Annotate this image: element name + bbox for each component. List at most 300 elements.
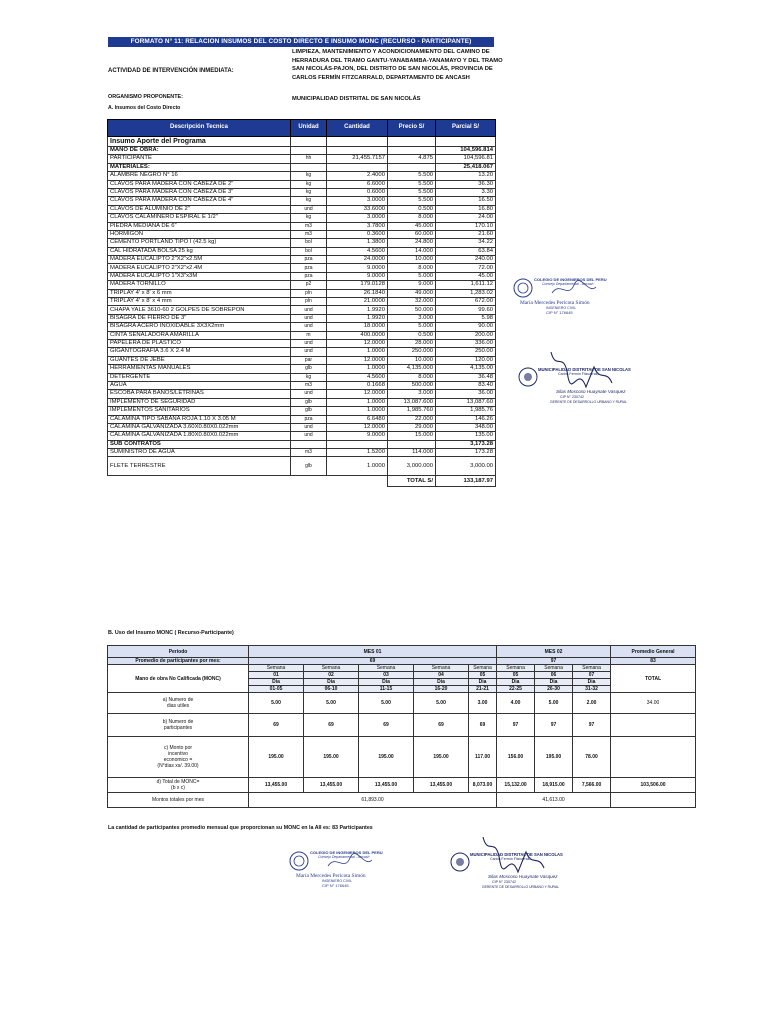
material-qty: 3.0000 xyxy=(327,214,388,222)
sub-contratos-label: SUB CONTRATOS xyxy=(108,440,291,448)
dias-utiles-label-line: a) Numero de xyxy=(162,697,194,703)
participante-row xyxy=(108,155,496,163)
total-monc-value: 15,132.00 xyxy=(497,778,535,793)
engineer-cip: CIP N° 176645 xyxy=(546,310,573,315)
semana-label: Semana xyxy=(414,665,469,672)
material-unit: pza xyxy=(291,415,327,423)
total-monc-total: 103,506.00 xyxy=(611,778,696,793)
program-title-row xyxy=(108,137,496,147)
material-row xyxy=(108,264,496,272)
empty-cell xyxy=(327,476,388,487)
sub-contract-desc: SUMINISTRO DE AGUA xyxy=(108,449,291,457)
material-price: 5.000 xyxy=(388,323,436,331)
material-partial: 336.00 xyxy=(436,339,496,347)
material-desc: HORMIGON xyxy=(108,230,291,238)
municipal-stamp-line2: Carlos Fermín Fitzcarrald xyxy=(558,372,599,376)
material-desc: CLAVOS PARA MADERA CON CABEZA DE 3" xyxy=(108,188,291,196)
material-row xyxy=(108,214,496,222)
municipal-stamp-line1: MUNICIPALIDAD DISTRITAL DE SAN NICOLAS xyxy=(538,367,631,372)
material-unit: kg xyxy=(291,188,327,196)
material-unit: p2 xyxy=(291,281,327,289)
participante-price: 4.875 xyxy=(388,155,436,163)
material-unit: kg xyxy=(291,180,327,188)
monto-incentivo-value: 195.00 xyxy=(249,737,304,778)
sub-contract-price: 114.000 xyxy=(388,449,436,457)
dia-label: Dia xyxy=(469,679,497,686)
material-price: 3.000 xyxy=(388,314,436,322)
material-partial: 24.00 xyxy=(436,214,496,222)
total-monc-value: 13,455.00 xyxy=(304,778,359,793)
dias-utiles-label-line: dias utiles xyxy=(166,703,190,709)
municipal-stamp-bottom xyxy=(448,832,574,892)
material-partial: 99.60 xyxy=(436,306,496,314)
costo-directo-table xyxy=(107,119,496,487)
material-desc: CEMENTO PORTLAND TIPO I (42.5 kg) xyxy=(108,239,291,247)
material-partial: 90.00 xyxy=(436,323,496,331)
engineer-stamp-bottom-line1: COLEGIO DE INGENIEROS DEL PERU xyxy=(310,850,383,855)
participantes-value: 97 xyxy=(573,714,611,737)
monto-incentivo-label-line: c) Monto por xyxy=(163,745,193,751)
dia-label: Dia xyxy=(497,679,535,686)
material-price: 5.500 xyxy=(388,188,436,196)
monto-incentivo-value: 195.00 xyxy=(535,737,573,778)
material-qty: 6.6000 xyxy=(327,180,388,188)
material-qty: 1.0000 xyxy=(327,407,388,415)
monto-incentivo-label-line: economico = xyxy=(163,757,193,763)
dias-utiles-value: 5.00 xyxy=(249,693,304,714)
dia-label: Dia xyxy=(573,679,611,686)
material-desc: CLAVOS PARA MADERA CON CABEZA DE 2" xyxy=(108,180,291,188)
municipal-cip: CIP N° 230742 xyxy=(560,395,584,399)
material-price: 28.000 xyxy=(388,339,436,347)
material-row xyxy=(108,356,496,364)
sub-contract-row xyxy=(108,457,496,476)
montos-label: Montos totales por mes xyxy=(108,793,249,808)
material-desc: CALAMINA GALVANIZADA 1.80X0.80X0.022mm xyxy=(108,432,291,440)
dia-range: 21-21 xyxy=(469,686,497,693)
material-qty: 4.5600 xyxy=(327,247,388,255)
material-row xyxy=(108,306,496,314)
material-desc: GUANTES DE JEBE xyxy=(108,356,291,364)
section-b-title: B. Uso del Insumo MONC ( Recurso-Participante) xyxy=(108,630,234,636)
material-price: 5.500 xyxy=(388,197,436,205)
dia-range: 01-05 xyxy=(249,686,304,693)
monto-incentivo-value: 195.00 xyxy=(359,737,414,778)
col-cantidad: Cantidad xyxy=(327,120,388,137)
material-partial: 5.98 xyxy=(436,314,496,322)
sub-contract-partial: 173.28 xyxy=(436,449,496,457)
mes1-label: MES 01 xyxy=(249,646,497,658)
mano-obra-label: MANO DE OBRA: xyxy=(108,147,291,155)
total-row xyxy=(108,476,496,487)
material-qty: 9.0000 xyxy=(327,432,388,440)
municipal-role-bottom: GERENTE DE DESARROLLO URBANO Y RURAL xyxy=(482,885,560,889)
material-partial: 170.10 xyxy=(436,222,496,230)
total-monc-value: 13,455.00 xyxy=(414,778,469,793)
material-row xyxy=(108,314,496,322)
total-monc-label xyxy=(108,778,249,793)
semana-number: 03 xyxy=(359,672,414,679)
material-desc: CHAPA YALE 3610-60 2 GOLPES DE SOBREPON xyxy=(108,306,291,314)
engineer-role: INGENIERO CIVIL xyxy=(546,306,577,310)
material-desc: CLAVOS PARA MADERA CON CABEZA DE 4" xyxy=(108,197,291,205)
material-desc: MADERA EUCALIPTO 2"X2"x2.4M xyxy=(108,264,291,272)
material-price: 24.800 xyxy=(388,239,436,247)
materiales-row xyxy=(108,163,496,171)
material-desc: AGUA xyxy=(108,381,291,389)
material-price: 50.000 xyxy=(388,306,436,314)
material-desc: TRIPLAY 4' x 8' x 6 mm xyxy=(108,289,291,297)
activity-label: ACTIVIDAD DE INTERVENCIÓN INMEDIATA: xyxy=(108,68,234,74)
footnote: La cantidad de participantes promedio mensual que proporcionan su MONC en la AII es: 83 Participantes xyxy=(108,825,373,831)
participantes-value: 69 xyxy=(414,714,469,737)
montos-mes2: 41,613.00 xyxy=(497,793,611,808)
material-qty: 18.0000 xyxy=(327,323,388,331)
material-desc: ESCOBA PARA BAÑOS/LETRINAS xyxy=(108,390,291,398)
material-desc: TRIPLAY 4' x 8' x 4 mm xyxy=(108,298,291,306)
material-partial: 3.30 xyxy=(436,188,496,196)
total-monc-value: 7,566.00 xyxy=(573,778,611,793)
promedio-general: 83 xyxy=(611,658,696,665)
engineer-stamp-line2: Consejo Departamental - Ancash xyxy=(542,282,594,286)
monto-incentivo-label-line: (N°dias xs/. 39.00) xyxy=(157,763,199,769)
municipal-stamp-bottom-line1: MUNICIPALIDAD DISTRITAL DE SAN NICOLAS xyxy=(470,852,563,857)
sub-contract-partial: 3,000.00 xyxy=(436,457,496,476)
org-value: MUNICIPALIDAD DISTRITAL DE SAN NICOLÁS xyxy=(292,96,421,102)
material-desc: MADERA EUCALIPTO 1"X3"x3M xyxy=(108,272,291,280)
mano-obra-monc-label: Mano de obra No Calificada (MONC) xyxy=(108,665,249,693)
sub-contratos-total: 3,173.28 xyxy=(436,440,496,448)
total-monc-value: 13,455.00 xyxy=(249,778,304,793)
material-partial: 13,087.60 xyxy=(436,398,496,406)
col-precio: Precio S/ xyxy=(388,120,436,137)
semana-number: 07 xyxy=(573,672,611,679)
material-partial: 1,611.12 xyxy=(436,281,496,289)
material-desc: MADERA TORNILLO xyxy=(108,281,291,289)
promedio-mes2: 97 xyxy=(497,658,611,665)
material-qty: 0.3600 xyxy=(327,230,388,238)
semana-number: 02 xyxy=(304,672,359,679)
total-monc-value: 13,455.00 xyxy=(359,778,414,793)
material-qty: 1.0000 xyxy=(327,398,388,406)
material-row xyxy=(108,398,496,406)
material-desc: IMPLEMENTO DE SEGURIDAD xyxy=(108,398,291,406)
material-price: 1,985.760 xyxy=(388,407,436,415)
material-price: 8.000 xyxy=(388,373,436,381)
dia-label: Dia xyxy=(535,679,573,686)
format-banner: FORMATO N° 11: RELACION INSUMOS DEL COSTO DIRECTO E INSUMO MONC (RECURSO - PARTICIPANTE) xyxy=(108,37,494,47)
material-qty: 12.0000 xyxy=(327,339,388,347)
col-unidad: Unidad xyxy=(291,120,327,137)
material-row xyxy=(108,247,496,255)
participantes-value: 69 xyxy=(469,714,497,737)
material-qty: 3.0000 xyxy=(327,197,388,205)
participantes-value: 69 xyxy=(249,714,304,737)
sub-contract-row xyxy=(108,449,496,457)
material-price: 60.000 xyxy=(388,230,436,238)
municipal-signer-name: Silas Moscoso Huaynate Vasquez xyxy=(556,389,626,394)
montos-mes1: 61,893.00 xyxy=(249,793,497,808)
material-qty: 26.1840 xyxy=(327,289,388,297)
org-label: ORGANISMO PROPONENTE: xyxy=(108,94,183,100)
engineer-name-bottom: María Mercedes Pericota Simón xyxy=(296,873,366,879)
promedio-row xyxy=(108,658,696,665)
semana-label: Semana xyxy=(359,665,414,672)
material-desc: CINTA SEÑALADORA AMARILLA xyxy=(108,331,291,339)
material-qty: 12.0000 xyxy=(327,356,388,364)
material-row xyxy=(108,222,496,230)
mano-obra-row xyxy=(108,147,496,155)
municipal-cip-bottom: CIP N° 230742 xyxy=(492,880,516,884)
program-title: Insumo Aporte del Programa xyxy=(108,137,291,147)
dia-range: 22-25 xyxy=(497,686,535,693)
dias-utiles-value: 3.00 xyxy=(469,693,497,714)
material-unit: pza xyxy=(291,256,327,264)
material-price: 5.000 xyxy=(388,272,436,280)
municipal-stamp-bottom-line2: Carlos Fermín Fitzcarrald xyxy=(490,857,531,861)
material-qty: 0.6000 xyxy=(327,188,388,196)
material-unit: glb xyxy=(291,365,327,373)
monto-incentivo-value: 117.00 xyxy=(469,737,497,778)
material-row xyxy=(108,256,496,264)
material-price: 500.000 xyxy=(388,381,436,389)
participantes-label xyxy=(108,714,249,737)
dias-utiles-value: 2.00 xyxy=(573,693,611,714)
material-qty: 6.6480 xyxy=(327,415,388,423)
material-price: 14.000 xyxy=(388,247,436,255)
material-unit: m3 xyxy=(291,222,327,230)
material-desc: CALAMINA TIPO SABANA ROJA 1.10 X 3.05 M xyxy=(108,415,291,423)
material-partial: 4,135.00 xyxy=(436,365,496,373)
material-price: 8.000 xyxy=(388,264,436,272)
material-row xyxy=(108,289,496,297)
participantes-label-line: participantes xyxy=(163,725,193,731)
participantes-value: 69 xyxy=(304,714,359,737)
periodo-row xyxy=(108,646,696,658)
material-desc: HERRAMIENTAS MANUALES xyxy=(108,365,291,373)
semana-label: Semana xyxy=(573,665,611,672)
material-partial: 146.26 xyxy=(436,415,496,423)
dia-range: 16-20 xyxy=(414,686,469,693)
material-desc: CLAVOS CALAMINERO ESPIRAL E 1/2" xyxy=(108,214,291,222)
material-price: 8.000 xyxy=(388,214,436,222)
material-desc: BISAGRA DE FIERRO DE 3" xyxy=(108,314,291,322)
col-parcial: Parcial S/ xyxy=(436,120,496,137)
material-row xyxy=(108,172,496,180)
monto-incentivo-label-line: incentivo xyxy=(168,751,188,757)
empty-cell xyxy=(388,440,436,448)
monto-incentivo-value: 156.00 xyxy=(497,737,535,778)
engineer-stamp-line1: COLEGIO DE INGENIEROS DEL PERU xyxy=(534,277,607,282)
semana-label: Semana xyxy=(497,665,535,672)
material-unit: und xyxy=(291,390,327,398)
material-partial: 13.20 xyxy=(436,172,496,180)
material-qty: 21.0000 xyxy=(327,298,388,306)
material-desc: MADERA EUCALIPTO 2"X2"x2.5M xyxy=(108,256,291,264)
material-price: 15.000 xyxy=(388,432,436,440)
material-unit: und xyxy=(291,323,327,331)
material-price: 13,087.600 xyxy=(388,398,436,406)
material-row xyxy=(108,339,496,347)
material-desc: CALAMINA GALVANIZADA 3.60X0.80X0.022mm xyxy=(108,423,291,431)
dia-range: 31-32 xyxy=(573,686,611,693)
material-unit: m xyxy=(291,331,327,339)
monto-incentivo-value: 195.00 xyxy=(414,737,469,778)
material-partial: 1,283.02 xyxy=(436,289,496,297)
material-price: 29.000 xyxy=(388,423,436,431)
dias-utiles-value: 5.00 xyxy=(304,693,359,714)
empty-cell xyxy=(611,714,696,737)
engineer-role-bottom: INGENIERO CIVIL xyxy=(322,879,353,883)
material-unit: m3 xyxy=(291,381,327,389)
material-partial: 72.00 xyxy=(436,264,496,272)
dias-utiles-total: 34.00 xyxy=(611,693,696,714)
promedio-label: Promedio de participantes por mes: xyxy=(108,658,249,665)
engineer-stamp xyxy=(512,273,622,318)
material-qty: 4.5600 xyxy=(327,373,388,381)
material-partial: 36.48 xyxy=(436,373,496,381)
empty-cell xyxy=(327,440,388,448)
material-partial: 16.50 xyxy=(436,197,496,205)
material-qty: 1.0000 xyxy=(327,365,388,373)
material-desc: PAPELERA DE PLASTICO xyxy=(108,339,291,347)
material-partial: 63.84 xyxy=(436,247,496,255)
material-row xyxy=(108,180,496,188)
material-row xyxy=(108,230,496,238)
material-unit: und xyxy=(291,432,327,440)
material-row xyxy=(108,373,496,381)
participante-unit: hh xyxy=(291,155,327,163)
dia-range: 11-15 xyxy=(359,686,414,693)
engineer-stamp-bottom-line2: Consejo Departamental - Ancash xyxy=(318,855,370,859)
sub-contratos-row xyxy=(108,440,496,448)
material-partial: 120.00 xyxy=(436,356,496,364)
material-price: 5.500 xyxy=(388,172,436,180)
material-qty: 1.3800 xyxy=(327,239,388,247)
material-unit: und xyxy=(291,205,327,213)
semana-number: 06 xyxy=(535,672,573,679)
sub-contract-qty: 1.0000 xyxy=(327,457,388,476)
material-row xyxy=(108,423,496,431)
material-qty: 12.0000 xyxy=(327,390,388,398)
dias-utiles-label xyxy=(108,693,249,714)
row-monto-incentivo xyxy=(108,737,696,778)
material-qty: 400.0000 xyxy=(327,331,388,339)
material-unit: kg xyxy=(291,214,327,222)
material-row xyxy=(108,381,496,389)
material-price: 4,135.000 xyxy=(388,365,436,373)
semana-row xyxy=(108,665,696,672)
dias-utiles-value: 5.00 xyxy=(535,693,573,714)
semana-number: 05 xyxy=(497,672,535,679)
promedio-mes1: 69 xyxy=(249,658,497,665)
semana-label: Semana xyxy=(249,665,304,672)
monto-incentivo-value: 78.00 xyxy=(573,737,611,778)
material-unit: und xyxy=(291,423,327,431)
sub-contract-unit: m3 xyxy=(291,449,327,457)
dias-utiles-value: 5.00 xyxy=(359,693,414,714)
material-row xyxy=(108,197,496,205)
dia-label: Dia xyxy=(359,679,414,686)
material-partial: 240.00 xyxy=(436,256,496,264)
material-row xyxy=(108,348,496,356)
sub-contract-unit: glb xyxy=(291,457,327,476)
material-unit: glb xyxy=(291,407,327,415)
semana-number: 05 xyxy=(469,672,497,679)
semana-label: Semana xyxy=(535,665,573,672)
material-partial: 34.22 xyxy=(436,239,496,247)
material-price: 49.000 xyxy=(388,289,436,297)
material-partial: 1,985.76 xyxy=(436,407,496,415)
material-price: 10.000 xyxy=(388,256,436,264)
total-label: TOTAL S/ xyxy=(388,476,436,487)
materiales-label: MATERIALES: xyxy=(108,163,291,171)
material-row xyxy=(108,188,496,196)
material-price: 250.000 xyxy=(388,348,436,356)
material-partial: 45.00 xyxy=(436,272,496,280)
material-unit: kg xyxy=(291,373,327,381)
dia-label: Dia xyxy=(414,679,469,686)
monto-incentivo-label xyxy=(108,737,249,778)
total-value: 133,187.97 xyxy=(436,476,496,487)
material-desc: IMPLEMENTOS SANITARIOS xyxy=(108,407,291,415)
material-price: 32.000 xyxy=(388,298,436,306)
material-qty: 1.0000 xyxy=(327,348,388,356)
total-column-label: TOTAL xyxy=(611,665,696,693)
participantes-value: 97 xyxy=(535,714,573,737)
material-unit: und xyxy=(291,339,327,347)
montos-row xyxy=(108,793,696,808)
material-row xyxy=(108,239,496,247)
material-unit: und xyxy=(291,306,327,314)
mes2-label: MES 02 xyxy=(497,646,611,658)
material-desc: ALAMBRE NEGRO N° 16 xyxy=(108,172,291,180)
periodo-label: Periodo xyxy=(108,646,249,658)
engineer-stamp-bottom xyxy=(288,846,398,891)
material-desc: BISAGRA ACERO INOXIDABLE 3X3X2mm xyxy=(108,323,291,331)
material-price: 0.500 xyxy=(388,205,436,213)
semana-label: Semana xyxy=(469,665,497,672)
material-desc: DETERGENTE xyxy=(108,373,291,381)
monc-table xyxy=(107,645,696,808)
material-qty: 9.0000 xyxy=(327,264,388,272)
material-row xyxy=(108,205,496,213)
municipal-role: GERENTE DE DESARROLLO URBANO Y RURAL xyxy=(550,400,628,404)
material-unit: pln xyxy=(291,298,327,306)
material-row xyxy=(108,331,496,339)
material-row xyxy=(108,365,496,373)
material-qty: 24.0000 xyxy=(327,256,388,264)
total-monc-value: 8,073.00 xyxy=(469,778,497,793)
material-price: 0.500 xyxy=(388,331,436,339)
material-partial: 348.00 xyxy=(436,423,496,431)
material-price: 5.500 xyxy=(388,180,436,188)
row-participantes xyxy=(108,714,696,737)
material-unit: m3 xyxy=(291,230,327,238)
material-qty: 1.9920 xyxy=(327,306,388,314)
sub-contract-desc: FLETE TERRESTRE xyxy=(108,457,291,476)
material-partial: 672.00 xyxy=(436,298,496,306)
material-price: 3.000 xyxy=(388,390,436,398)
col-descripcion: Descripción Tecnica xyxy=(108,120,291,137)
participante-qty: 21,455.7157 xyxy=(327,155,388,163)
material-unit: pln xyxy=(291,289,327,297)
material-price: 22.000 xyxy=(388,415,436,423)
table-header-row xyxy=(108,120,496,137)
material-unit: bol xyxy=(291,247,327,255)
activity-value: LIMPIEZA, MANTENIMIENTO Y ACONDICIONAMIENTO DEL CAMINO DE HERRADURA DEL TRAMO GANTU-YANABAMBA-YANAMAYO Y DEL TRAMO SAN NICOLÁS-PAJON, DEL DISTRITO DE SAN NICOLÁS, PROVINCIA DE CARLOS FERMÍN FITZCARRALD, DEPARTAMENTO DE ANCASH xyxy=(292,49,503,81)
material-partial: 16.80 xyxy=(436,205,496,213)
